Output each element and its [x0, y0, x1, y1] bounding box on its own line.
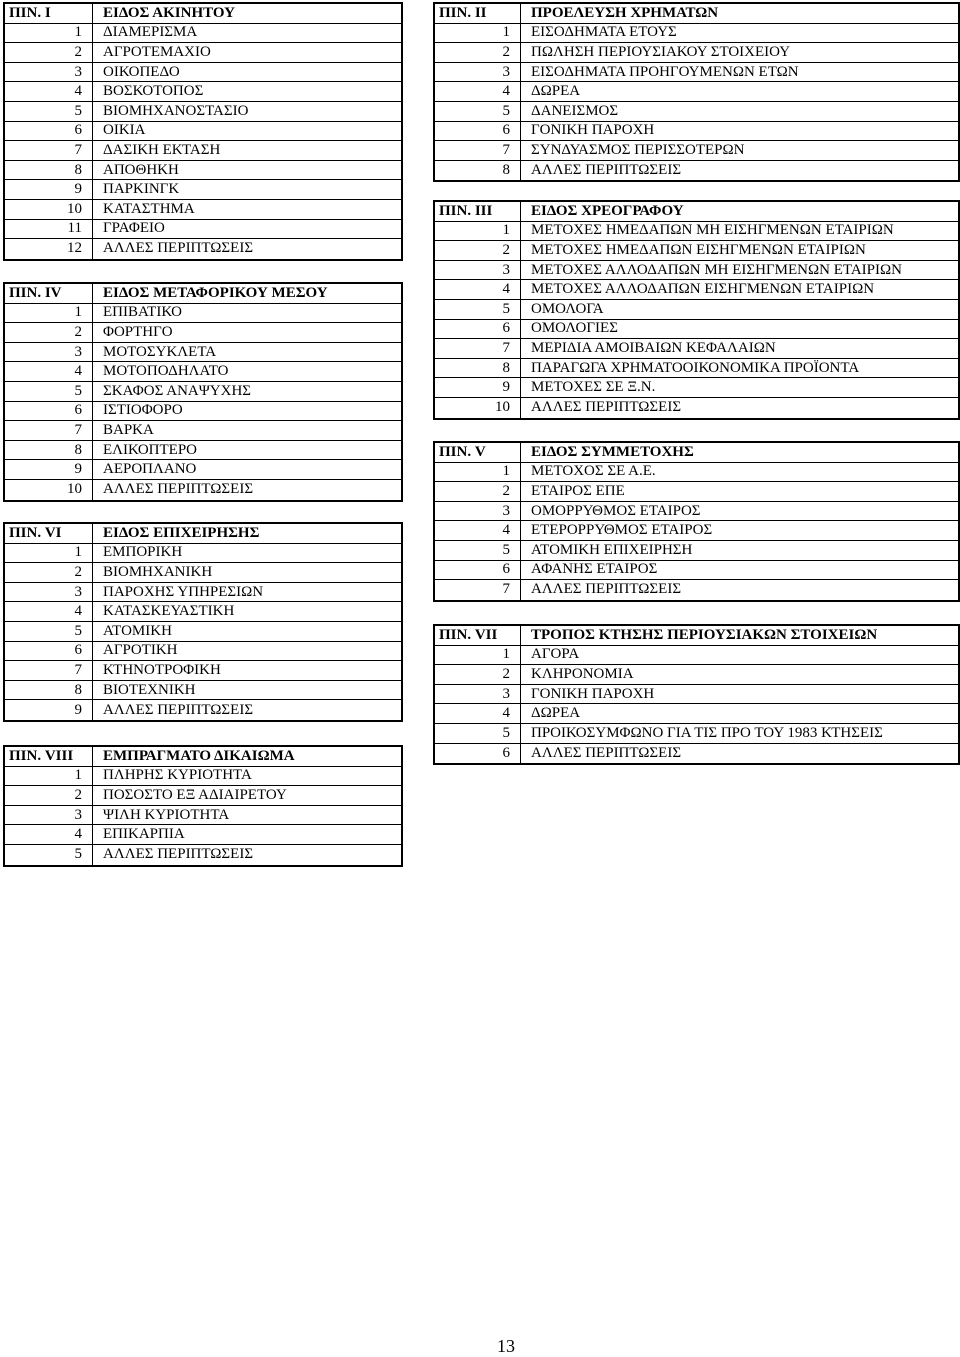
- page-number: 13: [497, 1336, 515, 1356]
- item-number: 8: [5, 681, 93, 700]
- table-row: [435, 502, 958, 522]
- item-label: ΑΤΟΜΙΚΗ: [103, 622, 172, 639]
- table-row: [5, 806, 401, 826]
- item-label: ΑΠΟΘΗΚΗ: [103, 161, 179, 178]
- item-label: ΜΕΤΟΧΕΣ ΑΛΛΟΔΑΠΩΝ ΕΙΣΗΓΜΕΝΩΝ ΕΤΑΙΡΙΩΝ: [531, 281, 875, 298]
- table-row: [435, 261, 958, 281]
- table-row: [435, 63, 958, 83]
- item-number: 6: [435, 744, 521, 764]
- table-row: [5, 421, 401, 441]
- item-number: 1: [5, 24, 93, 43]
- item-number: 9: [5, 700, 93, 720]
- table-t5: [433, 441, 960, 602]
- item-number: 4: [5, 825, 93, 844]
- item-number: 10: [435, 398, 521, 418]
- table-row: [5, 304, 401, 324]
- item-label: ΔΑΝΕΙΣΜΟΣ: [531, 102, 619, 119]
- table-row: [5, 180, 401, 200]
- table-row: [435, 82, 958, 102]
- item-label: ΚΑΤΑΣΚΕΥΑΣΤΙΚΗ: [103, 603, 235, 620]
- item-label: ΑΛΛΕΣ ΠΕΡΙΠΤΩΣΕΙΣ: [531, 162, 682, 179]
- item-label: ΜΟΤΟΣΥΚΛΕΤΑ: [103, 343, 217, 360]
- item-label: ΔΙΑΜΕΡΙΣΜΑ: [103, 24, 198, 41]
- table-row: [435, 241, 958, 261]
- table-row: [435, 102, 958, 122]
- item-number: 2: [5, 563, 93, 582]
- item-number: 4: [5, 82, 93, 101]
- table-code: ΠΙΝ. VIII: [5, 747, 93, 766]
- item-number: 1: [5, 304, 93, 323]
- table-row: [5, 122, 401, 142]
- item-label: ΟΙΚΟΠΕΔΟ: [103, 63, 180, 80]
- table-row: [5, 323, 401, 343]
- item-number: 6: [5, 122, 93, 141]
- table-row: [435, 43, 958, 63]
- item-number: 10: [5, 200, 93, 219]
- item-label: ΔΑΣΙΚΗ ΕΚΤΑΣΗ: [103, 141, 221, 158]
- item-number: 5: [435, 300, 521, 319]
- table-title: ΕΜΠΡΑΓΜΑΤΟ ΔΙΚΑΙΩΜΑ: [103, 747, 295, 764]
- table-row: [5, 563, 401, 583]
- table-row: [435, 724, 958, 744]
- item-label: ΟΜΟΛΟΓΙΕΣ: [531, 320, 618, 337]
- item-label: ΕΙΣΟΔΗΜΑΤΑ ΕΤΟΥΣ: [531, 24, 677, 41]
- table-row: [435, 521, 958, 541]
- item-number: 2: [435, 43, 521, 62]
- table-t7: [433, 624, 960, 765]
- table-header: [5, 747, 401, 767]
- item-label: ΓΟΝΙΚΗ ΠΑΡΟΧΗ: [531, 685, 655, 702]
- table-row: [435, 665, 958, 685]
- table-row: [5, 583, 401, 603]
- item-number: 3: [435, 63, 521, 82]
- item-label: ΑΓΟΡΑ: [531, 646, 580, 663]
- table-title: ΕΙΔΟΣ ΧΡΕΟΓΡΑΦΟΥ: [531, 202, 684, 219]
- table-row: [435, 222, 958, 242]
- item-label: ΜΕΤΟΧΕΣ ΗΜΕΔΑΠΩΝ ΜΗ ΕΙΣΗΓΜΕΝΩΝ ΕΤΑΙΡΙΩΝ: [531, 222, 894, 239]
- table-t6: [3, 522, 403, 722]
- item-number: 10: [5, 480, 93, 500]
- item-label: ΟΙΚΙΑ: [103, 122, 146, 139]
- item-number: 6: [5, 642, 93, 661]
- table-row: [435, 359, 958, 379]
- item-number: 1: [435, 24, 521, 43]
- item-number: 6: [435, 320, 521, 339]
- table-row: [435, 561, 958, 581]
- item-number: 7: [435, 141, 521, 160]
- item-number: 6: [5, 402, 93, 421]
- item-label: ΑΛΛΕΣ ΠΕΡΙΠΤΩΣΕΙΣ: [103, 701, 254, 718]
- item-label: ΜΕΤΟΧΕΣ ΣΕ Ξ.Ν.: [531, 379, 656, 396]
- table-code: ΠΙΝ. VI: [5, 524, 93, 543]
- table-header: [5, 284, 401, 304]
- table-row: [5, 661, 401, 681]
- item-label: ΜΕΡΙΔΙΑ ΑΜΟΙΒΑΙΩΝ ΚΕΦΑΛΑΙΩΝ: [531, 339, 776, 356]
- item-label: ΑΛΛΕΣ ΠΕΡΙΠΤΩΣΕΙΣ: [103, 481, 254, 498]
- item-number: 11: [5, 220, 93, 239]
- item-label: ΑΤΟΜΙΚΗ ΕΠΙΧΕΙΡΗΣΗ: [531, 541, 693, 558]
- table-row: [5, 82, 401, 102]
- item-number: 8: [435, 161, 521, 181]
- item-label: ΑΓΡΟΤΙΚΗ: [103, 642, 178, 659]
- table-title: ΤΡΟΠΟΣ ΚΤΗΣΗΣ ΠΕΡΙΟΥΣΙΑΚΩΝ ΣΤΟΙΧΕΙΩΝ: [531, 626, 878, 643]
- table-t8: [3, 745, 403, 867]
- table-header: [435, 4, 958, 24]
- table-code: ΠΙΝ. IV: [5, 284, 93, 303]
- table-row: [5, 825, 401, 845]
- item-label: ΑΛΛΕΣ ΠΕΡΙΠΤΩΣΕΙΣ: [531, 744, 682, 761]
- table-t1: [3, 2, 403, 261]
- item-label: ΠΑΡΑΓΩΓΑ ΧΡΗΜΑΤΟΟΙΚΟΝΟΜΙΚΑ ΠΡΟΪΟΝΤΑ: [531, 359, 860, 376]
- item-number: 6: [435, 561, 521, 580]
- item-label: ΒΙΟΜΗΧΑΝΟΣΤΑΣΙΟ: [103, 102, 249, 119]
- table-title: ΠΡΟΕΛΕΥΣΗ ΧΡΗΜΑΤΩΝ: [531, 4, 719, 21]
- item-label: ΑΦΑΝΗΣ ΕΤΑΙΡΟΣ: [531, 561, 658, 578]
- table-row: [5, 544, 401, 564]
- item-label: ΜΕΤΟΧΟΣ ΣΕ Α.Ε.: [531, 463, 656, 480]
- item-number: 2: [435, 241, 521, 260]
- item-label: ΒΙΟΤΕΧΝΙΚΗ: [103, 681, 196, 698]
- table-row: [5, 700, 401, 720]
- table-code: ΠΙΝ. VII: [435, 626, 521, 645]
- item-label: ΓΟΝΙΚΗ ΠΑΡΟΧΗ: [531, 122, 655, 139]
- item-label: ΠΩΛΗΣΗ ΠΕΡΙΟΥΣΙΑΚΟΥ ΣΤΟΙΧΕΙΟΥ: [531, 43, 791, 60]
- table-row: [5, 786, 401, 806]
- table-row: [435, 300, 958, 320]
- item-number: 1: [435, 222, 521, 241]
- item-number: 5: [5, 382, 93, 401]
- item-label: ΔΩΡΕΑ: [531, 705, 581, 722]
- item-number: 4: [435, 704, 521, 723]
- item-label: ΨΙΛΗ ΚΥΡΙΟΤΗΤΑ: [103, 806, 230, 823]
- item-number: 4: [435, 82, 521, 101]
- table-header: [5, 524, 401, 544]
- item-number: 1: [5, 544, 93, 563]
- table-code: ΠΙΝ. Ι: [5, 4, 93, 23]
- table-row: [5, 382, 401, 402]
- item-label: ΕΜΠΟΡΙΚΗ: [103, 544, 183, 561]
- table-row: [5, 402, 401, 422]
- item-number: 3: [5, 806, 93, 825]
- item-number: 5: [435, 102, 521, 121]
- item-number: 2: [435, 482, 521, 501]
- item-number: 1: [435, 646, 521, 665]
- item-label: ΜΕΤΟΧΕΣ ΑΛΛΟΔΑΠΩΝ ΜΗ ΕΙΣΗΓΜΕΝΩΝ ΕΤΑΙΡΙΩΝ: [531, 261, 902, 278]
- table-title: ΕΙΔΟΣ ΣΥΜΜΕΤΟΧΗΣ: [531, 443, 694, 460]
- item-number: 3: [435, 502, 521, 521]
- table-row: [5, 602, 401, 622]
- item-label: ΑΛΛΕΣ ΠΕΡΙΠΤΩΣΕΙΣ: [103, 240, 254, 257]
- item-label: ΣΚΑΦΟΣ ΑΝΑΨΥΧΗΣ: [103, 382, 252, 399]
- table-t2: [433, 2, 960, 182]
- item-label: ΠΟΣΟΣΤΟ ΕΞ ΑΔΙΑΙΡΕΤΟΥ: [103, 786, 287, 803]
- item-label: ΑΓΡΟΤΕΜΑΧΙΟ: [103, 43, 211, 60]
- table-row: [435, 463, 958, 483]
- item-number: 3: [435, 685, 521, 704]
- table-row: [435, 646, 958, 666]
- item-label: ΕΤΕΡΟΡΡΥΘΜΟΣ ΕΤΑΙΡΟΣ: [531, 522, 713, 539]
- table-row: [5, 343, 401, 363]
- table-row: [435, 122, 958, 142]
- item-label: ΕΠΙΒΑΤΙΚΟ: [103, 304, 182, 321]
- item-number: 3: [5, 583, 93, 602]
- item-number: 4: [435, 280, 521, 299]
- table-t4: [3, 282, 403, 502]
- table-row: [5, 239, 401, 259]
- item-number: 7: [5, 421, 93, 440]
- item-number: 5: [5, 622, 93, 641]
- table-row: [435, 398, 958, 418]
- table-row: [435, 704, 958, 724]
- item-number: 1: [5, 767, 93, 786]
- table-row: [435, 744, 958, 764]
- table-row: [5, 220, 401, 240]
- table-row: [435, 141, 958, 161]
- item-label: ΑΛΛΕΣ ΠΕΡΙΠΤΩΣΕΙΣ: [531, 581, 682, 598]
- table-header: [435, 443, 958, 463]
- table-row: [435, 161, 958, 181]
- item-number: 2: [5, 323, 93, 342]
- item-number: 3: [5, 63, 93, 82]
- table-row: [5, 102, 401, 122]
- item-number: 4: [5, 602, 93, 621]
- table-row: [435, 580, 958, 600]
- item-number: 7: [5, 661, 93, 680]
- table-row: [5, 161, 401, 181]
- item-number: 5: [435, 724, 521, 743]
- item-label: ΒΙΟΜΗΧΑΝΙΚΗ: [103, 563, 213, 580]
- item-label: ΠΑΡΚΙΝΓΚ: [103, 181, 180, 198]
- table-header: [435, 202, 958, 222]
- item-label: ΒΟΣΚΟΤΟΠΟΣ: [103, 83, 204, 100]
- item-label: ΠΛΗΡΗΣ ΚΥΡΙΟΤΗΤΑ: [103, 767, 252, 784]
- item-number: 2: [5, 43, 93, 62]
- table-row: [5, 200, 401, 220]
- item-number: 12: [5, 239, 93, 259]
- table-row: [5, 141, 401, 161]
- item-number: 5: [435, 541, 521, 560]
- item-number: 6: [435, 122, 521, 141]
- item-label: ΦΟΡΤΗΓΟ: [103, 323, 173, 340]
- item-label: ΕΙΣΟΔΗΜΑΤΑ ΠΡΟΗΓΟΥΜΕΝΩΝ ΕΤΩΝ: [531, 63, 799, 80]
- item-number: 3: [5, 343, 93, 362]
- table-title: ΕΙΔΟΣ ΜΕΤΑΦΟΡΙΚΟΥ ΜΕΣΟΥ: [103, 284, 328, 301]
- table-header: [5, 4, 401, 24]
- item-label: ΜΟΤΟΠΟΔΗΛΑΤΟ: [103, 363, 229, 380]
- item-number: 5: [5, 102, 93, 121]
- table-row: [5, 681, 401, 701]
- table-title: ΕΙΔΟΣ ΑΚΙΝΗΤΟΥ: [103, 4, 235, 21]
- table-row: [5, 845, 401, 865]
- item-label: ΕΠΙΚΑΡΠΙΑ: [103, 826, 185, 843]
- table-row: [5, 63, 401, 83]
- item-label: ΙΣΤΙΟΦΟΡΟ: [103, 402, 183, 419]
- item-label: ΕΛΙΚΟΠΤΕΡΟ: [103, 441, 197, 458]
- table-header: [435, 626, 958, 646]
- table-title: ΕΙΔΟΣ ΕΠΙΧΕΙΡΗΣΗΣ: [103, 524, 260, 541]
- item-number: 8: [435, 359, 521, 378]
- item-label: ΑΕΡΟΠΛΑΝΟ: [103, 461, 197, 478]
- table-row: [5, 767, 401, 787]
- item-number: 9: [5, 460, 93, 479]
- item-number: 4: [5, 362, 93, 381]
- table-row: [435, 280, 958, 300]
- item-number: 7: [435, 339, 521, 358]
- item-number: 9: [435, 378, 521, 397]
- item-number: 7: [5, 141, 93, 160]
- item-label: ΕΤΑΙΡΟΣ ΕΠΕ: [531, 482, 625, 499]
- item-label: ΠΡΟΙΚΟΣΥΜΦΩΝΟ ΓΙΑ ΤΙΣ ΠΡΟ ΤΟΥ 1983 ΚΤΗΣΕΙΣ: [531, 724, 883, 741]
- item-number: 9: [5, 180, 93, 199]
- item-number: 3: [435, 261, 521, 280]
- item-label: ΚΤΗΝΟΤΡΟΦΙΚΗ: [103, 661, 221, 678]
- table-row: [435, 320, 958, 340]
- table-row: [5, 441, 401, 461]
- item-label: ΑΛΛΕΣ ΠΕΡΙΠΤΩΣΕΙΣ: [531, 399, 682, 416]
- table-row: [5, 460, 401, 480]
- item-number: 2: [5, 786, 93, 805]
- table-row: [5, 43, 401, 63]
- table-row: [5, 642, 401, 662]
- table-t3: [433, 200, 960, 420]
- item-label: ΒΑΡΚΑ: [103, 421, 154, 438]
- item-number: 7: [435, 580, 521, 600]
- table-row: [5, 622, 401, 642]
- item-number: 5: [5, 845, 93, 865]
- table-row: [5, 362, 401, 382]
- item-label: ΟΜΟΛΟΓΑ: [531, 300, 604, 317]
- table-code: ΠΙΝ. III: [435, 202, 521, 221]
- table-row: [5, 480, 401, 500]
- item-label: ΚΑΤΑΣΤΗΜΑ: [103, 200, 195, 217]
- table-row: [435, 378, 958, 398]
- table-row: [5, 24, 401, 44]
- table-row: [435, 685, 958, 705]
- item-label: ΚΛΗΡΟΝΟΜΙΑ: [531, 665, 634, 682]
- table-code: ΠΙΝ. II: [435, 4, 521, 23]
- item-number: 8: [5, 441, 93, 460]
- item-label: ΠΑΡΟΧΗΣ ΥΠΗΡΕΣΙΩΝ: [103, 583, 264, 600]
- item-label: ΓΡΑΦΕΙΟ: [103, 220, 165, 237]
- item-label: ΣΥΝΔΥΑΣΜΟΣ ΠΕΡΙΣΣΟΤΕΡΩΝ: [531, 141, 745, 158]
- table-row: [435, 541, 958, 561]
- table-row: [435, 24, 958, 44]
- item-label: ΟΜΟΡΡΥΘΜΟΣ ΕΤΑΙΡΟΣ: [531, 502, 701, 519]
- item-label: ΑΛΛΕΣ ΠΕΡΙΠΤΩΣΕΙΣ: [103, 846, 254, 863]
- item-number: 2: [435, 665, 521, 684]
- table-row: [435, 482, 958, 502]
- item-label: ΜΕΤΟΧΕΣ ΗΜΕΔΑΠΩΝ ΕΙΣΗΓΜΕΝΩΝ ΕΤΑΙΡΙΩΝ: [531, 241, 866, 258]
- item-label: ΔΩΡΕΑ: [531, 83, 581, 100]
- item-number: 1: [435, 463, 521, 482]
- item-number: 8: [5, 161, 93, 180]
- item-number: 4: [435, 521, 521, 540]
- table-code: ΠΙΝ. V: [435, 443, 521, 462]
- table-row: [435, 339, 958, 359]
